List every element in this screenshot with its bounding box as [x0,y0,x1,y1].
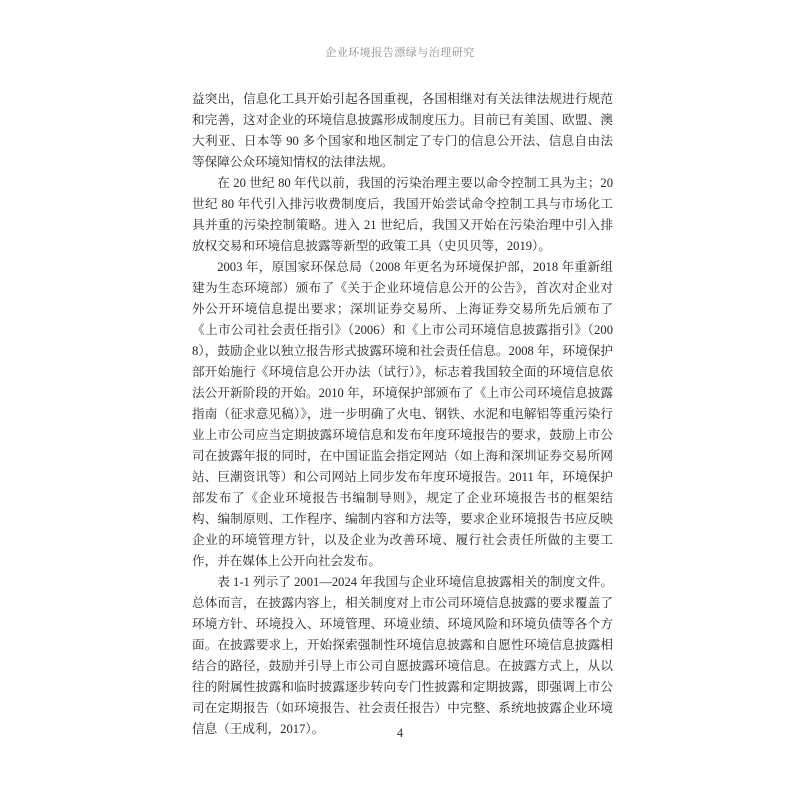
paragraph-table-overview: 表 1-1 列示了 2001—2024 年我国与企业环境信息披露相关的制度文件。总体而言，在披露内容上，相关制度对上市公司环境信息披露的要求覆盖了环境方针、环境投入、环境管理、环境业绩、环境风险和环境负债等各个方面。在披露要求上，开始探索强制性环境信息披露和自愿性环境信息披露相结合的路径，鼓励并引导上市公司自愿披露环境信息。在披露方式上，从以往的附属性披露和临时披露逐步转向专门性披露和定期披露，即强调上市公司在定期报告（如环境报告、社会责任报告）中完整、系统地披露企业环境信息（王成利，2017）。 [192,575,613,736]
page-footer [0,726,800,741]
running-header [0,46,800,60]
paragraph-pollution-policy-history: 在 20 世纪 80 年代以前，我国的污染治理主要以命令控制工具为主；20 世纪 80 年代引入排污收费制度后，我国开始尝试命令控制工具与市场化工具并重的污染控制策略。进入 21 世纪后，我国又开始在污染治理中引入排放权交易和环境信息披露等新型的政策工具（史贝贝等，2019）。 [192,176,613,253]
paragraph-legal-context: 益突出，信息化工具开始引起各国重视，各国相继对有关法律法规进行规范和完善，这对企业的环境信息披露形成制度压力。目前已有美国、欧盟、澳大利亚、日本等 90 多个国家和地区制定了专门的信息公开法、信息自由法等保障公众环境知情权的法律法规。 [192,92,613,169]
body-text [192,89,613,740]
paragraph-disclosure-regulations: 2003 年，原国家环保总局（2008 年更名为环境保护部，2018 年重新组建为生态环境部）颁布了《关于企业环境信息公开的公告》，首次对企业对外公开环境信息提出要求；深圳证券交易所、上海证券交易所先后颁布了《上市公司社会责任指引》（2006）和《上市公司环境信息披露指引》（2008），鼓励企业以独立报告形式披露环境和社会责任信息。2008 年，环境保护部开始施行《环境信息公开办法（试行）》，标志着我国较全面的环境信息依法公开新阶段的开始。2010 年，环境保护部颁布了《上市公司环境信息披露指南（征求意见稿）》，进一步明确了火电、钢铁、水泥和电解铝等重污染行业上市公司应当定期披露环境信息和发布年度环境报告的要求，鼓励上市公司在披露年报的同时，在中国证监会指定网站（如上海和深圳证券交易所网站、巨潮资讯等）和公司网站上同步发布年度环境报告。2011 年，环境保护部发布了《企业环境报告书编制导则》，规定了企业环境报告书的框架结构、编制原则、工作程序、编制内容和方法等，要求企业环境报告书应反映企业的环境管理方针，以及企业为改善环境、履行社会责任所做的主要工作，并在媒体上公开向社会发布。 [192,260,613,568]
page-number: 4 [396,726,404,740]
running-header-title: 企业环境报告漂绿与治理研究 [325,47,475,59]
